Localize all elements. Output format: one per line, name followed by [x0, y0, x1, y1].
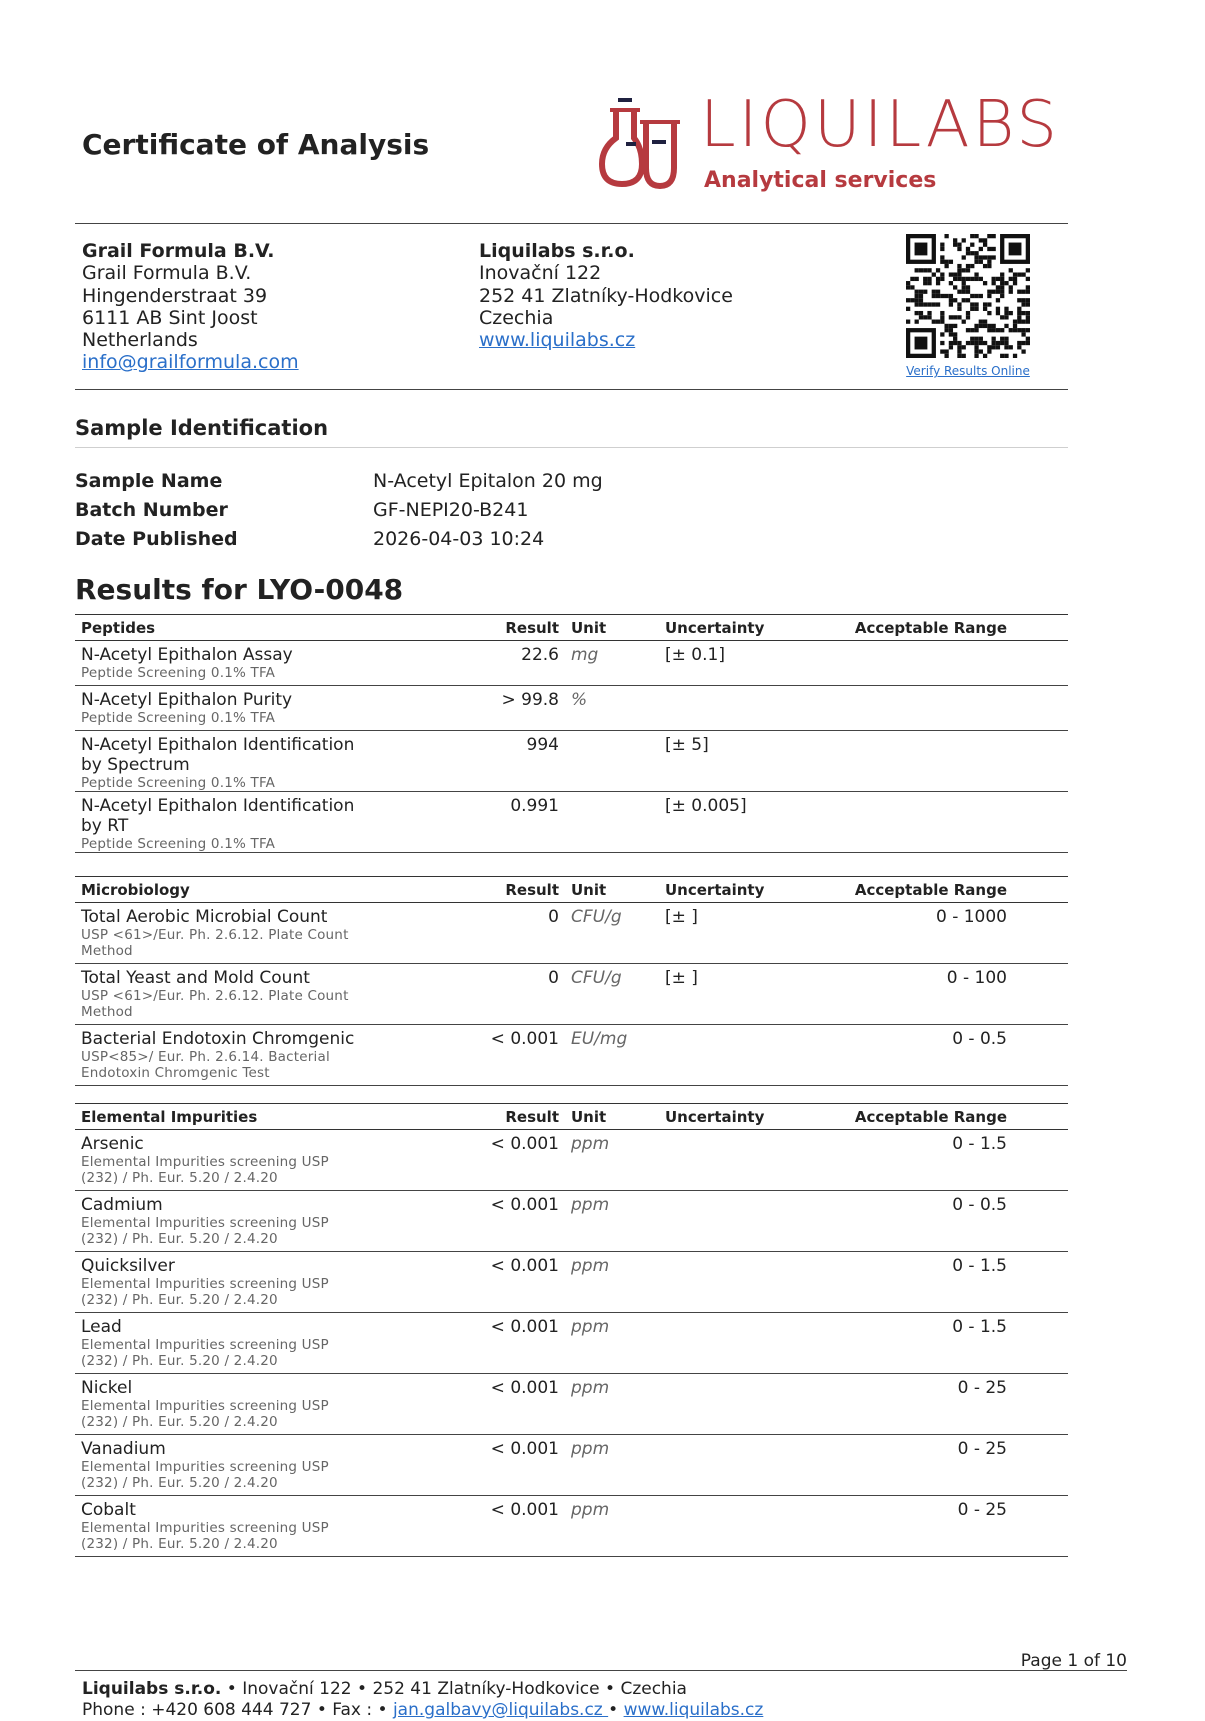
test-method: Peptide Screening 0.1% TFA	[81, 665, 276, 681]
table-header	[75, 615, 1068, 641]
acceptable-range-value: 0 - 1000	[935, 907, 1007, 927]
test-name-cell	[75, 1191, 365, 1251]
result-value: < 0.001	[490, 1134, 559, 1154]
test-name-cell	[75, 1252, 365, 1312]
table-row	[75, 1435, 1068, 1496]
test-name: N-Acetyl Epithalon Identification	[81, 735, 355, 755]
table-row	[75, 1374, 1068, 1435]
test-method: (232) / Ph. Eur. 5.20 / 2.4.20	[81, 1292, 278, 1308]
unit-value: %	[571, 690, 588, 710]
column-header-uncertainty: Uncertainty	[665, 880, 765, 899]
uncertainty-value	[657, 1191, 827, 1251]
flask-logo-icon	[596, 96, 686, 196]
uncertainty-value	[657, 1130, 827, 1190]
footer-website-link[interactable]: www.liquilabs.cz	[623, 1700, 764, 1720]
unit-value: EU/mg	[571, 1029, 628, 1049]
result-value: 22.6	[521, 645, 559, 665]
uncertainty-value: [± 5]	[665, 735, 709, 755]
test-name-cell	[75, 731, 365, 791]
logo-subtitle: Analytical services	[704, 168, 937, 193]
logo-wordmark: LIQUILABS	[700, 88, 1060, 162]
field-value: N-Acetyl Epitalon 20 mg	[373, 470, 603, 492]
unit-value: ppm	[571, 1439, 610, 1459]
acceptable-range-value: 0 - 25	[957, 1439, 1007, 1459]
test-name: Total Yeast and Mold Count	[81, 968, 310, 988]
field-value: 2026-04-03 10:24	[373, 528, 545, 550]
divider	[75, 389, 1068, 390]
sample-field-row	[75, 496, 603, 525]
client-name: Grail Formula B.V.	[82, 240, 275, 262]
table-header	[75, 877, 1068, 903]
uncertainty-value	[657, 1313, 827, 1373]
test-method: USP <61>/Eur. Ph. 2.6.12. Plate Count	[81, 927, 349, 943]
test-method: Elemental Impurities screening USP	[81, 1337, 329, 1353]
test-method: Method	[81, 1004, 133, 1020]
lab-line: 252 41 Zlatníky-Hodkovice	[479, 284, 733, 307]
acceptable-range-value	[827, 731, 1007, 791]
uncertainty-value: [± ]	[665, 907, 698, 927]
table-header	[75, 1104, 1068, 1130]
table-row	[75, 1313, 1068, 1374]
lab-address	[479, 240, 733, 351]
test-name: Nickel	[81, 1378, 133, 1398]
test-method: Elemental Impurities screening USP	[81, 1154, 329, 1170]
unit-value: CFU/g	[571, 968, 622, 988]
uncertainty-value: [± ]	[665, 968, 698, 988]
unit-value: ppm	[571, 1256, 610, 1276]
result-value: < 0.001	[490, 1378, 559, 1398]
test-name: N-Acetyl Epithalon Identification	[81, 796, 355, 816]
test-name-cell	[75, 1025, 365, 1085]
table-row	[75, 964, 1068, 1025]
test-name-cell	[75, 792, 365, 852]
footer	[82, 1679, 763, 1721]
column-header-category: Peptides	[81, 618, 156, 637]
unit-value: ppm	[571, 1500, 610, 1520]
column-header-unit: Unit	[571, 1107, 607, 1126]
test-method: (232) / Ph. Eur. 5.20 / 2.4.20	[81, 1475, 278, 1491]
unit-value: CFU/g	[571, 907, 622, 927]
footer-email-link[interactable]: jan.galbavy@liquilabs.cz	[392, 1700, 609, 1720]
unit-value	[559, 731, 657, 791]
uncertainty-value: [± 0.1]	[665, 645, 725, 665]
test-name-cell	[75, 903, 365, 963]
test-method: (232) / Ph. Eur. 5.20 / 2.4.20	[81, 1414, 278, 1430]
test-name: N-Acetyl Epithalon Purity	[81, 690, 293, 710]
uncertainty-value: [± 0.005]	[665, 796, 747, 816]
acceptable-range-value: 0 - 100	[946, 968, 1007, 988]
result-value: < 0.001	[490, 1029, 559, 1049]
client-email-link[interactable]: info@grailformula.com	[82, 351, 299, 374]
page-title: Certificate of Analysis	[82, 128, 430, 161]
test-method: Peptide Screening 0.1% TFA	[81, 775, 276, 791]
acceptable-range-value: 0 - 0.5	[952, 1195, 1007, 1215]
test-name: N-Acetyl Epithalon Assay	[81, 645, 293, 665]
field-label: Date Published	[75, 528, 238, 550]
test-name: Cadmium	[81, 1195, 163, 1215]
liquilabs-logo	[596, 88, 1066, 196]
column-header-range: Acceptable Range	[854, 1107, 1007, 1126]
test-name: Cobalt	[81, 1500, 136, 1520]
test-name: Vanadium	[81, 1439, 166, 1459]
client-address	[82, 240, 299, 374]
footer-divider	[75, 1670, 1127, 1671]
unit-value: mg	[571, 645, 599, 665]
test-name: Bacterial Endotoxin Chromgenic	[81, 1029, 355, 1049]
column-header-uncertainty: Uncertainty	[665, 1107, 765, 1126]
test-method: USP <61>/Eur. Ph. 2.6.12. Plate Count	[81, 988, 349, 1004]
column-header-result: Result	[505, 1107, 559, 1126]
test-method: USP<85>/ Eur. Ph. 2.6.14. Bacterial	[81, 1049, 330, 1065]
footer-address: • Inovační 122 • 252 41 Zlatníky-Hodkovice • Czechia	[221, 1679, 687, 1699]
lab-website-link[interactable]: www.liquilabs.cz	[479, 329, 636, 352]
unit-value: ppm	[571, 1134, 610, 1154]
test-name: Quicksilver	[81, 1256, 175, 1276]
results-table	[75, 876, 1068, 1086]
result-value: 0	[548, 968, 559, 988]
result-value: < 0.001	[490, 1317, 559, 1337]
column-header-uncertainty: Uncertainty	[665, 618, 765, 637]
acceptable-range-value: 0 - 1.5	[952, 1256, 1007, 1276]
test-name-cell	[75, 1435, 365, 1495]
lab-line: Inovační 122	[479, 262, 602, 285]
uncertainty-value	[657, 686, 827, 730]
acceptable-range-value: 0 - 0.5	[952, 1029, 1007, 1049]
result-value: < 0.001	[490, 1439, 559, 1459]
footer-phone: Phone : +420 608 444 727 • Fax : •	[82, 1700, 393, 1720]
acceptable-range-value	[827, 641, 1007, 685]
footer-line	[82, 1679, 763, 1700]
uncertainty-value	[657, 1025, 827, 1085]
test-method: Elemental Impurities screening USP	[81, 1459, 329, 1475]
table-row	[75, 731, 1068, 792]
column-header-result: Result	[505, 880, 559, 899]
acceptable-range-value: 0 - 1.5	[952, 1134, 1007, 1154]
uncertainty-value	[657, 1496, 827, 1556]
result-value: 994	[526, 735, 559, 755]
test-name-cell	[75, 1130, 365, 1190]
results-table	[75, 614, 1068, 853]
result-value: < 0.001	[490, 1256, 559, 1276]
table-row	[75, 686, 1068, 731]
divider	[75, 447, 1068, 448]
acceptable-range-value: 0 - 25	[957, 1378, 1007, 1398]
table-row	[75, 1496, 1068, 1557]
test-method: (232) / Ph. Eur. 5.20 / 2.4.20	[81, 1170, 278, 1186]
sample-field-row	[75, 525, 603, 554]
page-number: Page 1 of 10	[1020, 1651, 1127, 1671]
acceptable-range-value	[827, 792, 1007, 852]
column-header-range: Acceptable Range	[854, 618, 1007, 637]
result-value: < 0.001	[490, 1500, 559, 1520]
uncertainty-value	[657, 1252, 827, 1312]
field-label: Sample Name	[75, 470, 223, 492]
footer-line	[82, 1700, 763, 1721]
result-value: 0.991	[510, 796, 559, 816]
test-method: Peptide Screening 0.1% TFA	[81, 710, 276, 726]
unit-value	[559, 792, 657, 852]
result-value: > 99.8	[501, 690, 559, 710]
sample-fields	[75, 467, 603, 554]
test-method: Endotoxin Chromgenic Test	[81, 1065, 270, 1081]
client-line: 6111 AB Sint Joost	[82, 306, 258, 329]
table-row	[75, 792, 1068, 853]
test-method: Elemental Impurities screening USP	[81, 1398, 329, 1414]
lab-name: Liquilabs s.r.o.	[479, 240, 635, 262]
column-header-range: Acceptable Range	[854, 880, 1007, 899]
unit-value: ppm	[571, 1378, 610, 1398]
footer-separator: •	[608, 1700, 624, 1720]
test-name-cell	[75, 1496, 365, 1556]
unit-value: ppm	[571, 1317, 610, 1337]
test-name-cell	[75, 686, 365, 730]
column-header-category: Elemental Impurities	[81, 1107, 258, 1126]
client-line: Netherlands	[82, 329, 198, 352]
test-method: (232) / Ph. Eur. 5.20 / 2.4.20	[81, 1536, 278, 1552]
test-method: (232) / Ph. Eur. 5.20 / 2.4.20	[81, 1353, 278, 1369]
sample-identification-heading: Sample Identification	[75, 416, 329, 440]
unit-value: ppm	[571, 1195, 610, 1215]
table-row	[75, 1130, 1068, 1191]
test-method: Peptide Screening 0.1% TFA	[81, 836, 276, 852]
test-name: Total Aerobic Microbial Count	[81, 907, 328, 927]
test-name: Arsenic	[81, 1134, 144, 1154]
table-row	[75, 1025, 1068, 1086]
test-method: (232) / Ph. Eur. 5.20 / 2.4.20	[81, 1231, 278, 1247]
acceptable-range-value	[827, 686, 1007, 730]
test-method: Method	[81, 943, 133, 959]
footer-company: Liquilabs s.r.o.	[82, 1679, 222, 1699]
table-row	[75, 1252, 1068, 1313]
client-line: Grail Formula B.V.	[82, 262, 252, 285]
test-name-cell	[75, 1374, 365, 1434]
test-method: Elemental Impurities screening USP	[81, 1215, 329, 1231]
uncertainty-value	[657, 1435, 827, 1495]
test-name: by RT	[81, 816, 129, 836]
divider	[75, 223, 1068, 224]
field-label: Batch Number	[75, 499, 228, 521]
result-value: < 0.001	[490, 1195, 559, 1215]
verify-results-link[interactable]: Verify Results Online	[906, 364, 1030, 378]
result-value: 0	[548, 907, 559, 927]
lab-line: Czechia	[479, 306, 554, 329]
sample-field-row	[75, 467, 603, 496]
column-header-unit: Unit	[571, 618, 607, 637]
test-name-cell	[75, 964, 365, 1024]
column-header-result: Result	[505, 618, 559, 637]
column-header-unit: Unit	[571, 880, 607, 899]
test-method: Elemental Impurities screening USP	[81, 1520, 329, 1536]
results-table	[75, 1103, 1068, 1557]
results-heading: Results for LYO-0048	[75, 573, 404, 606]
table-row	[75, 1191, 1068, 1252]
acceptable-range-value: 0 - 1.5	[952, 1317, 1007, 1337]
acceptable-range-value: 0 - 25	[957, 1500, 1007, 1520]
table-row	[75, 903, 1068, 964]
test-method: Elemental Impurities screening USP	[81, 1276, 329, 1292]
test-name: by Spectrum	[81, 755, 190, 775]
test-name-cell	[75, 1313, 365, 1373]
column-header-category: Microbiology	[81, 880, 190, 899]
uncertainty-value	[657, 1374, 827, 1434]
client-line: Hingenderstraat 39	[82, 284, 268, 307]
field-value: GF-NEPI20-B241	[373, 499, 529, 521]
qr-code-icon[interactable]	[906, 234, 1030, 358]
table-row	[75, 641, 1068, 686]
test-name: Lead	[81, 1317, 122, 1337]
test-name-cell	[75, 641, 365, 685]
